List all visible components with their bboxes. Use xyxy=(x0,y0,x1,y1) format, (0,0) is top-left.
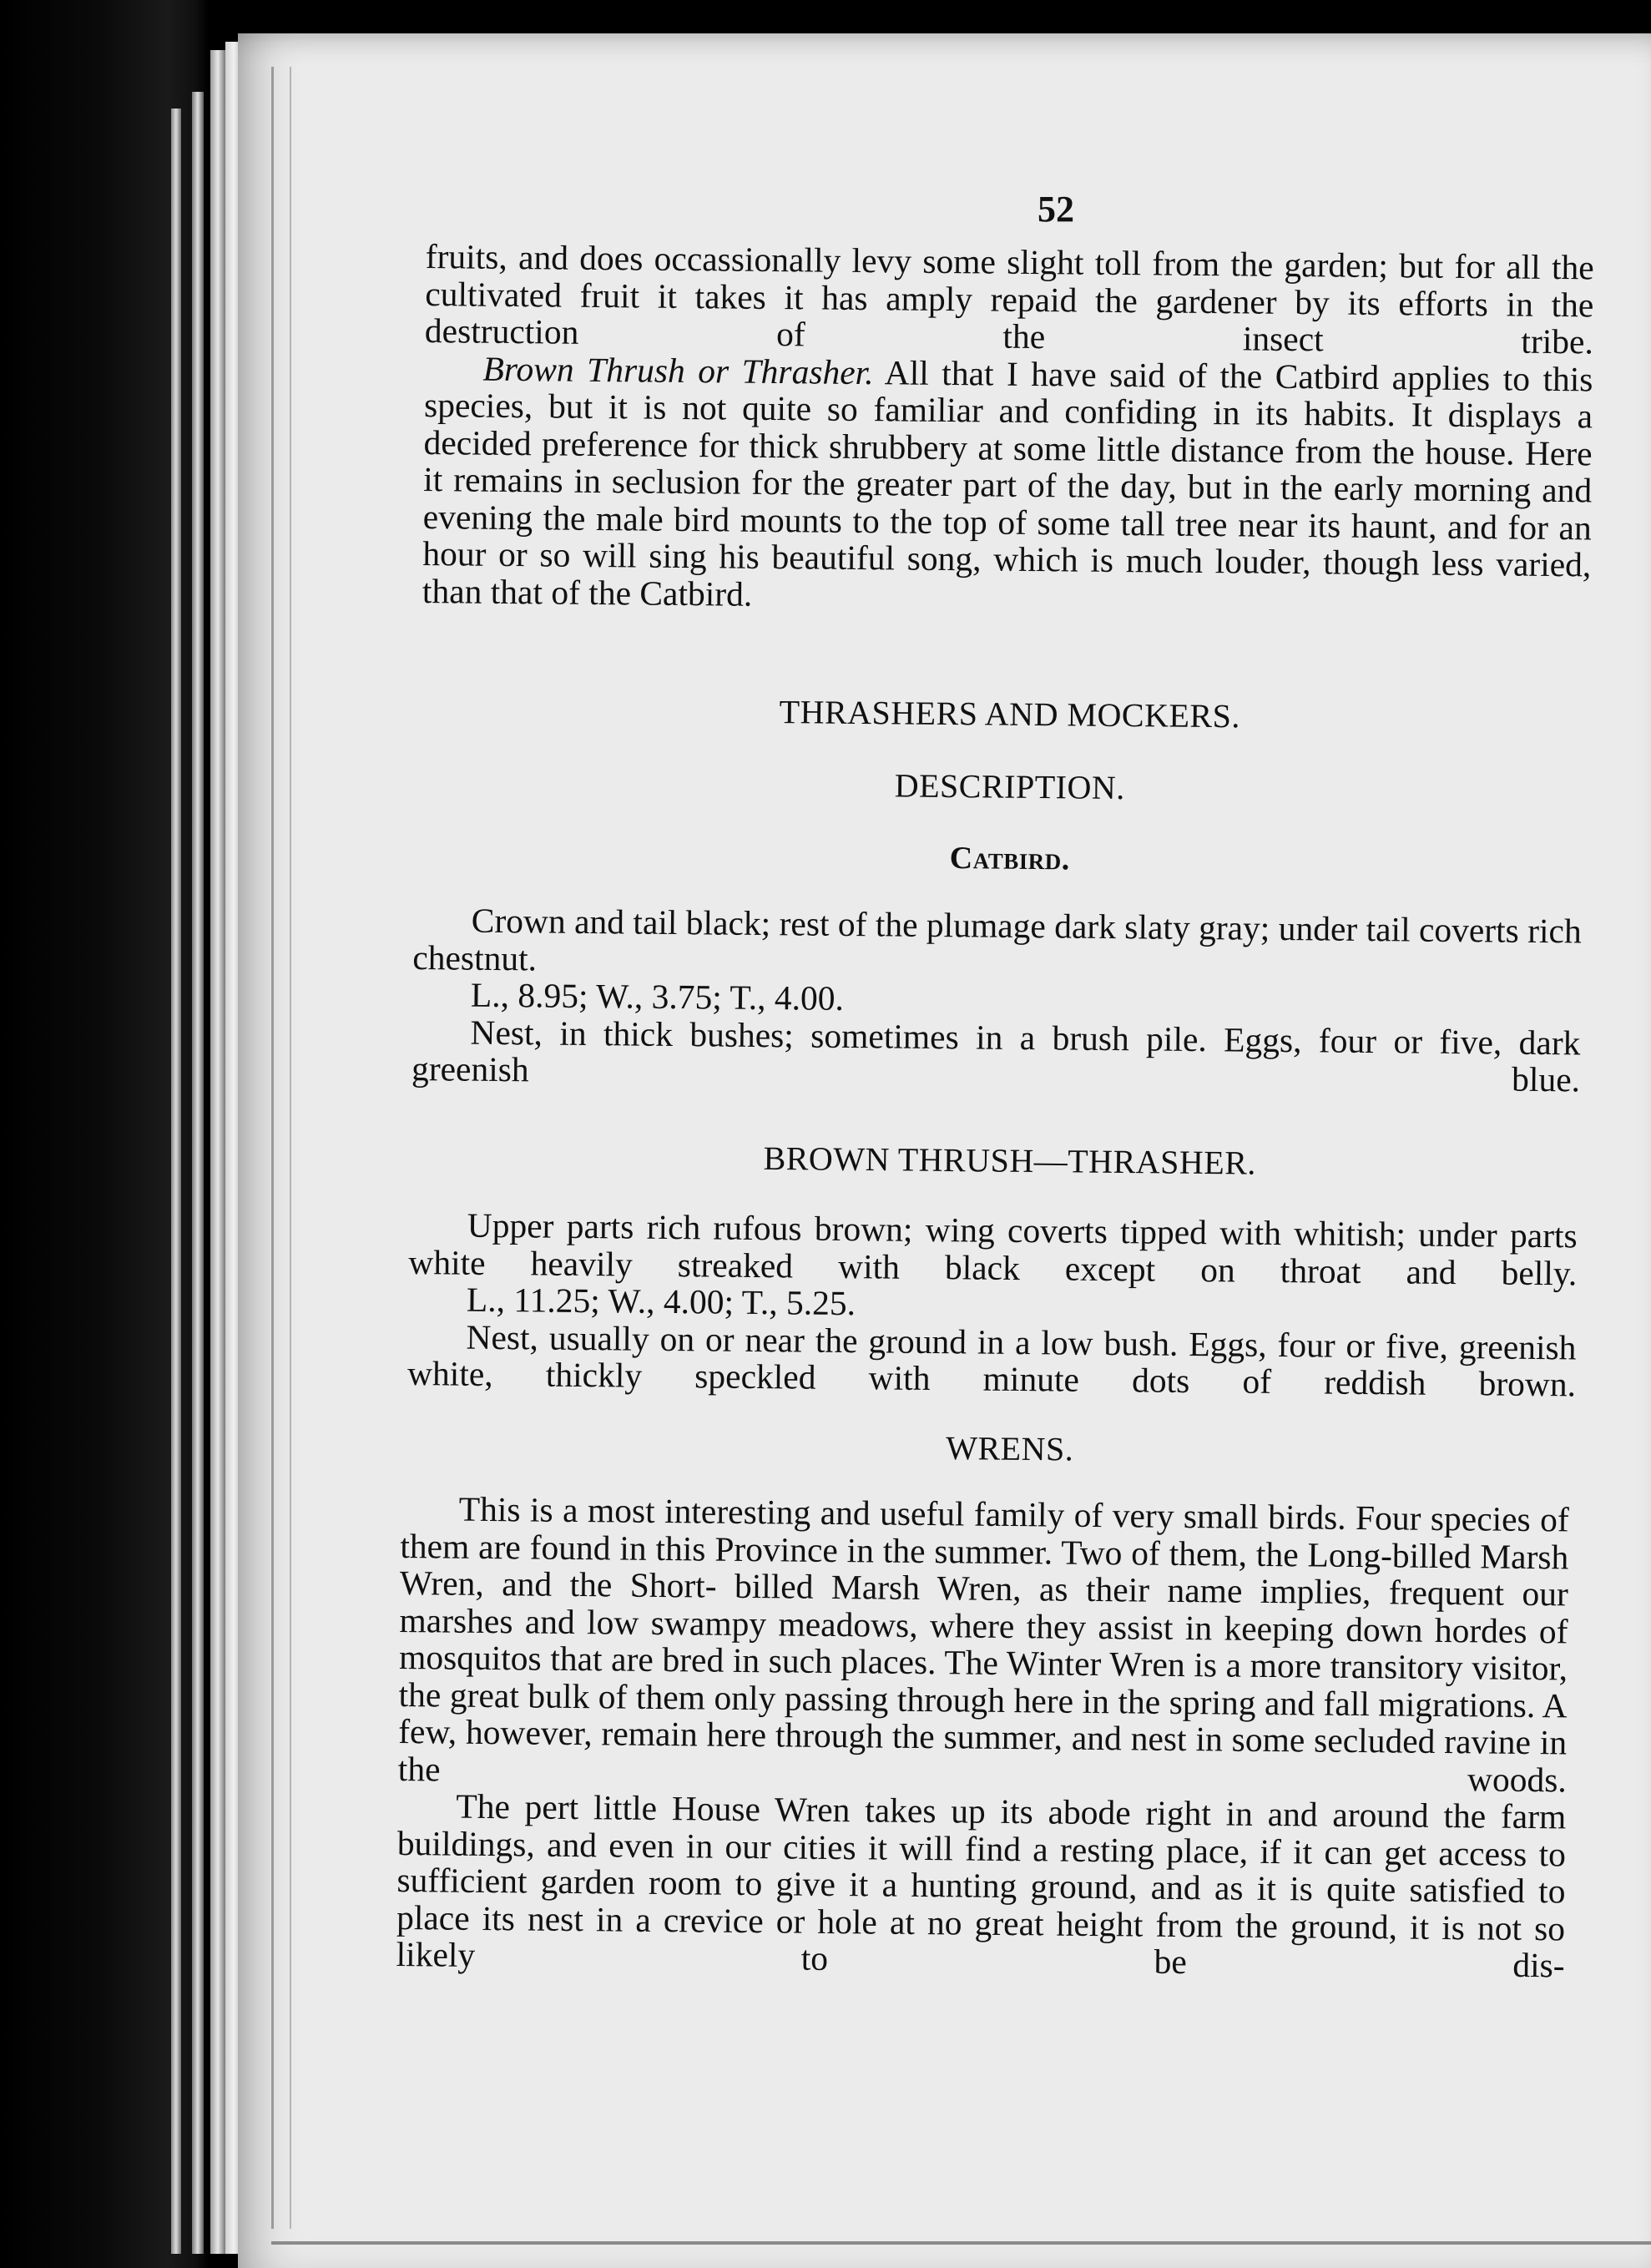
book-page xyxy=(238,33,1651,2268)
brown-thrush-paragraph xyxy=(422,349,1593,620)
wrens-paragraph-1: This is a most interesting and useful family of very small birds. Four species of them are found in this Province in the summer. Two of them, the Long-billed Marsh Wren, and the Short- billed Marsh Wren, as their name implies, frequent our marshes and low swampy meadows, where they assist in keeping down hordes of mosquitos that are bred in such places. The Winter Wren is a more transitory visitor, the great bulk of them only passing through here in the spring and fall migrations. A few, however, remain here through the summer, and nest in some secluded ravine in the woods. xyxy=(397,1489,1569,1799)
catbird-text xyxy=(411,902,1582,1099)
brown-thrasher-plumage: Upper parts rich rufous brown; wing coverts tipped with whitish; under parts white heavily streaked with black except on throat and belly. xyxy=(408,1205,1578,1292)
brown-thrush-title: Brown Thrush or Thrasher. xyxy=(482,349,874,391)
brown-thrush-text: All that I have said of the Catbird applies to this species, but it is not quite so familiar and confiding in its habits. It displays a decided preference for thick shrubbery at some little distance from the house. Here it remains in seclusion for the greater part of the day, but in the early morning and evening the male bird mounts to the top of some tall tree near its haunt, and for an hour or so will sing his beautiful song, which is much louder, though less varied, than that of the Catbird. xyxy=(422,352,1593,614)
catbird-heading: Catbird. xyxy=(949,841,1070,877)
brown-thrasher-measurements: L., 11.25; W., 4.00; T., 5.25. xyxy=(466,1280,856,1323)
page-edge xyxy=(171,109,181,2254)
intro-text xyxy=(422,238,1594,620)
wrens-heading: WRENS. xyxy=(946,1428,1074,1468)
catbird-plumage: Crown and tail black; rest of the plumage dark slaty gray; under tail coverts rich chestnut. xyxy=(412,901,1582,977)
gutter-line xyxy=(271,67,274,2229)
page-edge xyxy=(210,50,225,2254)
intro-paragraph: fruits, and does occassionally levy some slight toll from the garden; but for all the cultivated fruit it takes it has amply repaid the gardener by its efforts in the destruction of the insect tribe. xyxy=(424,237,1594,361)
page-bottom-edge xyxy=(271,2241,1651,2245)
page-edge xyxy=(192,92,204,2254)
section-heading: THRASHERS AND MOCKERS. xyxy=(779,693,1241,735)
page-number: 52 xyxy=(1038,189,1074,230)
catbird-measurements: L., 8.95; W., 3.75; T., 4.00. xyxy=(470,975,845,1018)
wrens-text xyxy=(396,1490,1568,1984)
brown-thrasher-nest: Nest, usually on or near the ground in a low bush. Eggs, four or five, greenish white, thickly speckled with minute dots of reddish brown. xyxy=(406,1317,1577,1404)
brown-thrasher-text xyxy=(407,1206,1578,1403)
brown-thrasher-heading: BROWN THRUSH—THRASHER. xyxy=(763,1139,1257,1182)
wrens-paragraph-2: The pert little House Wren takes up its abode right in and around the farm buildings, and even in our cities it will find a resting place, if it can get access to sufficient garden room to give it a hunting ground, and as it is quite satisfied to place its nest in a crevice or hole at no great height from the ground, it is not so likely to be dis- xyxy=(396,1786,1567,1985)
gutter-line xyxy=(290,67,291,2229)
description-heading: DESCRIPTION. xyxy=(894,766,1125,807)
catbird-nest: Nest, in thick bushes; sometimes in a brush pile. Eggs, four or five, dark greenish blue. xyxy=(411,1013,1581,1099)
